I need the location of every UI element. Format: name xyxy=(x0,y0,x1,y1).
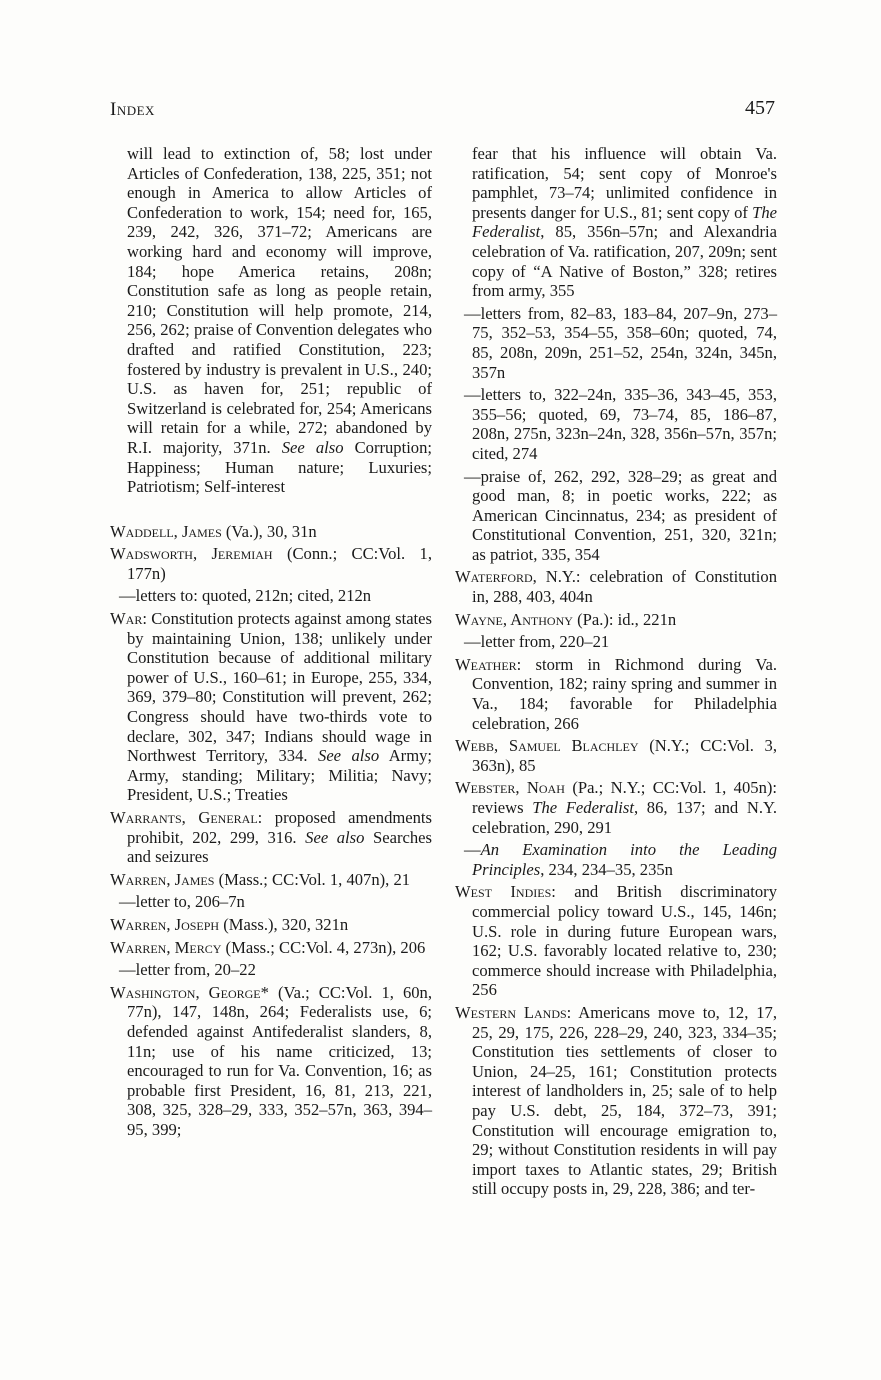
index-subentry: —letter from, 220–21 xyxy=(464,632,610,652)
index-subentry: —letter to, 206–7n xyxy=(119,892,245,912)
index-entry-warren-james: Warren, James (Mass.; CC:Vol. 1, 407n), 21 xyxy=(110,869,411,889)
headword: Warren, Joseph xyxy=(110,914,220,934)
headword: Western Lands xyxy=(455,1002,567,1022)
headword: Warrants, General xyxy=(110,808,258,827)
headword: Waterford, N.Y. xyxy=(455,567,576,587)
index-column-left xyxy=(110,144,432,1143)
headword: Warren, Mercy xyxy=(110,937,222,957)
index-entry-waterford: Waterford, N.Y.: celebration of Constitution in, 288, 403, 404n xyxy=(455,567,777,607)
headword: Wadsworth, Jeremiah xyxy=(110,544,273,564)
index-entry-warren-mercy: Warren, Mercy (Mass.; CC:Vol. 4, 273n), 206 xyxy=(110,937,426,957)
index-entry-western-lands: Western Lands: Americans move to, 12, 17, 25, 29, 175, 226, 228–29, 240, 323, 334–35; Constitution ties settlements of closer to Union, 24–25, 161; Constitution protects interest of landholders in, 25; sale of to help pay U.S. debt, 25, 184, 372–73, 391; Constitution will encourage emigration to, 29; without Constitution residents in will pay import taxes to Atlantic states, 29; British still occupy posts in, 29, 228, 386; and ter- xyxy=(455,1002,777,1199)
index-subentry: —letters to, 322–24n, 335–36, 343–45, 353, 355–56; quoted, 69, 73–74, 85, 186–87, 208n, 275n, 323n–24n, 328, 356n–57n, 357n; cited, 274 xyxy=(464,385,777,463)
index-subentry: —letters to: quoted, 212n; cited, 212n xyxy=(119,586,372,606)
headword: War xyxy=(110,609,143,629)
index-entry-warren-joseph: Warren, Joseph (Mass.), 320, 321n xyxy=(110,914,349,934)
headword: West Indies xyxy=(455,882,552,902)
index-entry-waddell: Waddell, James (Va.), 30, 31n xyxy=(110,521,317,541)
index-entry-webb: Webb, Samuel Blachley (N.Y.; CC:Vol. 3, 363n), 85 xyxy=(455,736,777,775)
headword: Warren, James xyxy=(110,869,215,889)
index-entry-weather: Weather: storm in Richmond during Va. Convention, 182; rainy spring and summer in Va., 184; favorable for Philadelphia celebration, 266 xyxy=(455,654,777,733)
running-head-title: Index xyxy=(110,99,155,120)
index-entry-warrants: Warrants, General: proposed amendments prohibit, 202, 299, 316. See also Searches and seizures xyxy=(110,808,433,867)
index-entry-wayne: Wayne, Anthony (Pa.): id., 221n xyxy=(455,609,677,629)
headword: Webb, Samuel Blachley xyxy=(455,736,639,756)
index-entry-webster: Webster, Noah (Pa.; N.Y.; CC:Vol. 1, 405n): reviews The Federalist, 86, 137; and N.Y. celebration, 290, 291 xyxy=(455,778,777,837)
index-entry-continuation: will lead to extinction of, 58; lost under Articles of Confederation, 138, 225, 351; not enough in America to allow Articles of Confederation to work, 154; need for, 165, 239, 242, 326, 371–72; Americans are working hard and economy will improve, 184; hope America retains, 208n; Constitution safe as long as people retain, 210; Constitution will help promote, 214, 256, 262; praise of Convention delegates who drafted and ratified Constitution, 223; fostered by industry is prevalent in U.S., 240; U.S. as haven for, 251; republic of Switzerland is celebrated for, 254; Americans will retain for a while, 272; abandoned by R.I. majority, 371n. See also Corruption; Happiness; Human nature; Luxuries; Patriotism; Self-interest xyxy=(127,144,433,497)
headword: Webster, Noah xyxy=(455,778,565,798)
index-subentry: —letters from, 82–83, 183–84, 207–9n, 273–75, 352–53, 354–55, 358–60n; quoted, 74, 85, 208n, 209n, 251–52, 254n, 324n, 345n, 357n xyxy=(464,303,777,382)
index-subentry: —praise of, 262, 292, 328–29; as great and good man, 8; in poetic works, 222; as American Cincinnatus, 234; as president of Constitutional Convention, 251, 320, 321n; as patriot, 335, 354 xyxy=(464,466,777,564)
running-head xyxy=(110,97,775,123)
headword: Weather xyxy=(455,654,517,674)
index-entry-west-indies: West Indies: and British discriminatory commercial policy toward U.S., 145, 146n; U.S. role in during future European wars, 162; U.S. favorably located relative to, 230; commerce should increase with Philadelphia, 256 xyxy=(455,882,777,1000)
index-entry-washington: Washington, George* (Va.; CC:Vol. 1, 60n, 77n), 147, 148n, 264; Federalists use, 6; defended against Antifederalist slanders, 8, 11n; use of his name criticized, 13; encouraged to run for Va. Convention, 16; as probable first President, 16, 81, 213, 221, 308, 325, 328–29, 333, 352–57n, 363, 394–95, 399; xyxy=(110,982,432,1139)
headword: Washington, George* xyxy=(110,982,269,1002)
headword: Wayne, Anthony xyxy=(455,609,573,629)
index-column-right xyxy=(455,144,777,1202)
index-entry-washington-continued: fear that his influence will obtain Va. ratification, 54; sent copy of Monroe's pamphlet, 73–74; unlimited confidence in presents danger for U.S., 81; sent copy of The Federalist, 85, 356n–57n; and Alexandria celebration of Va. ratification, 207, 209n; sent copy of “A Native of Boston,” 328; retires from army, 355 xyxy=(472,144,777,301)
headword: Waddell, James xyxy=(110,521,222,541)
index-entry-war: War: Constitution protects against among states by maintaining Union, 138; unlikely under Constitution because of additional military power of U.S., 160–61; in Europe, 255, 334, 369, 379–80; Constitution will prevent, 262; Congress should have two-thirds vote to declare, 302, 347; Indians should wage in Northwest Territory, 334. See also Army; Army, standing; Military; Militia; Navy; President, U.S.; Treaties xyxy=(110,609,433,805)
index-entry-wadsworth: Wadsworth, Jeremiah (Conn.; CC:Vol. 1, 177n) xyxy=(110,544,432,583)
page-number: 457 xyxy=(745,97,775,119)
index-subentry: —An Examination into the Leading Principles, 234, 234–35, 235n xyxy=(464,840,777,879)
index-subentry: —letter from, 20–22 xyxy=(119,960,256,980)
